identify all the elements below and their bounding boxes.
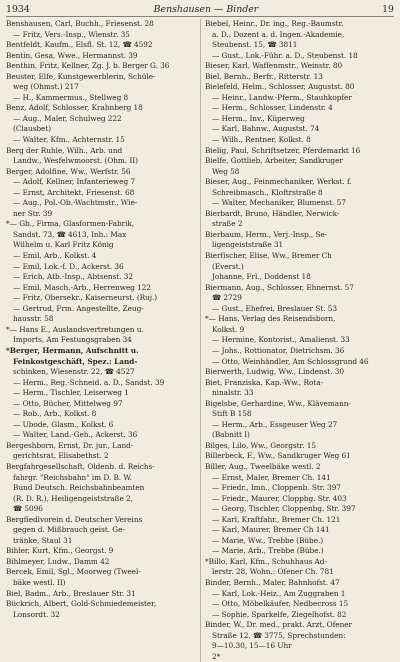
directory-entry-line: — Karl, Bahnw., Augustst. 74 — [212, 124, 320, 134]
directory-entry-line: — Georg, Tischler, Cloppenbg. Str. 397 — [212, 504, 356, 514]
directory-entry-line: — Friedr., Maurer, Cloppbg. Str. 403 — [212, 493, 347, 503]
directory-entry-line: Bieser, Aug., Feinmechaniker, Werkst. f. — [205, 177, 352, 187]
directory-entry-line: — Adolf, Kellner, Infanterieweg 7 — [13, 177, 136, 187]
directory-entry-line: — Gertrud, Frm. Angestellte, Zeug- — [13, 303, 144, 313]
directory-entry-line: *— Hans E., Auslandsvertretungen u. — [6, 324, 144, 334]
directory-entry-line: Feinkostgeschäft, Spez.: Land- — [13, 356, 138, 366]
directory-entry-line: — Karl, Maurer, Bremer Ch 141 — [212, 525, 330, 535]
directory-entry-line: Bieser, Karl, Waffenmstr., Weinstr. 80 — [205, 61, 343, 71]
directory-entry-line: Sandst. 73, ☎ 4613, Inh.: Max — [13, 229, 127, 239]
column-divider — [200, 19, 201, 662]
directory-entry-line: — Rob., Arb., Kolkst. 8 — [13, 409, 97, 419]
directory-entry-line: Bückrich, Albert, Gold-Schmiedemeister, — [6, 599, 157, 609]
directory-entry-line: — Otto, Weinhändler, Am Schlossgrund 46 — [212, 356, 369, 366]
directory-entry-line: Bierfischer, Elise, Ww., Bremer Ch — [205, 251, 332, 261]
directory-entry-line: Berg der Ruhle, Wilh., Arb. und — [6, 145, 123, 155]
directory-entry-line: Binder, Bernh., Maler, Bahnhofst. 47 — [205, 577, 340, 587]
directory-entry-line: ninalstr. 33 — [212, 388, 254, 398]
directory-entry-line: — Herm., Reg.-Schneid. a. D., Sandst. 39 — [13, 377, 165, 387]
directory-entry-line: Bielig, Paul, Schriftsetzer, Pferdemarkt 16 — [205, 145, 361, 155]
directory-entry-line: Benthin, Fritz, Kellner, Zg. J. b. Berger G. 36 — [6, 61, 170, 71]
directory-entry-line: — Otto, Möbelkäufer, Nedbecross 15 — [212, 599, 349, 609]
left-column — [6, 19, 195, 662]
directory-entry-line: (Clausbet) — [13, 124, 52, 134]
directory-entry-line: ☎ 5096 — [13, 504, 43, 514]
directory-entry-line: — Ernst, Architekt, Friesenst. 68 — [13, 187, 135, 197]
directory-entry-line: *— Gb., Firma, Glasformen-Fabrik, — [6, 219, 135, 229]
directory-entry-line: *— Hans, Verlag des Reisendsborn, — [205, 314, 336, 324]
directory-entry-line: Bihlmeyer, Ludw., Damm 42 — [6, 556, 110, 566]
directory-entry-line: Bercek, Emil, Sgl., Moorweg (Tweel- — [6, 567, 141, 577]
directory-entry-line: — Marie, Ww., Trebbe (Bübe.) — [212, 535, 324, 545]
directory-entry-line: Bielefeld, Helm., Schlosser, Augustst. 80 — [205, 82, 355, 92]
directory-entry-line: Biebel, Heinr., Dr. ing., Reg.-Baumstr. — [205, 19, 344, 28]
directory-entry-line: — Aug., Maler, Schulweg 222 — [13, 113, 122, 123]
directory-entry-line: Imports, Am Festungsgraben 34 — [13, 335, 132, 345]
directory-entry-line: — Ubode, Glasm., Kolkst. 6 — [13, 419, 114, 429]
right-page-number: 19 — [382, 4, 394, 15]
directory-entry-line: Billerbeck, F., Ww., Sandkruger Weg 61 — [205, 451, 351, 461]
right-column — [205, 19, 394, 662]
directory-entry-line: (Babnitt I) — [212, 430, 250, 440]
directory-entry-line: gegen d. Mißbrauch geist. Ge- — [13, 525, 125, 535]
directory-entry-line: — Emil, Lok.-f. D., Ackerst. 36 — [13, 261, 124, 271]
directory-entry-line: ligengeiststraße 31 — [212, 240, 284, 250]
directory-entry-line: (Everst.) — [212, 261, 244, 271]
directory-entry-line: — Emil, Masch.-Arb., Herrenweg 122 — [13, 282, 152, 292]
directory-entry-line: lerstr. 28, Wohn.: Ofener Ch. 781 — [212, 567, 334, 577]
directory-entry-line: — Ernst, Maler, Bremer Ch. 141 — [212, 472, 331, 482]
directory-entry-line: gerichtsrat, Elisabethst. 2 — [13, 451, 109, 461]
page-header — [6, 4, 394, 17]
directory-entry-line: — Fritz, Obersekr., Kaiserneurst. (Ruj.) — [13, 293, 158, 303]
directory-entry-line: Bierwerth, Ludwig, Ww., Lindenst. 30 — [205, 367, 345, 377]
directory-entry-line: — Herm., Inv., Küperweg — [212, 113, 305, 123]
directory-entry-line: Biel, Bernh., Berfr., Ritterstr. 13 — [205, 71, 323, 81]
directory-entry-line: — Wilh., Rentner, Kolkst. 8 — [212, 135, 311, 145]
directory-entry-line: Steubenst. 15, ☎ 3811 — [212, 40, 298, 50]
directory-entry-line: fahrgr. "Reichsbahn" im D. B. W. — [13, 472, 132, 482]
directory-entry-line: Weg 58 — [212, 166, 240, 176]
directory-entry-line: Biermann, Aug., Schlosser, Ehnernst. 57 — [205, 282, 354, 292]
directory-entry-line: — Johs., Rottionator, Dietrichsm. 36 — [212, 345, 345, 355]
directory-entry-line: — Gust., Ehefrei, Breslauer St. 53 — [212, 303, 337, 313]
directory-entry-line: Biel, Badm., Arb., Breslauer Str. 31 — [6, 588, 136, 598]
directory-entry-line: a. D., Dozent a. d. Ingen.-Akademie, — [212, 29, 345, 39]
directory-entry-line: — Sophie, Sparkelfe, Ziegelhofst. 82 — [212, 609, 347, 619]
directory-entry-line: Kolkst. 9 — [212, 324, 245, 334]
directory-entry-line: — Walter, Kfm., Achternstr. 15 — [13, 135, 125, 145]
directory-entry-line: Lonsordt. 32 — [13, 609, 60, 619]
directory-entry-line: Landw., Wesfelwmoorst. (Ohm. II) — [13, 156, 138, 166]
directory-entry-line: tränke, Staul 31 — [13, 535, 73, 545]
directory-entry-line: Johanne, Frl., Doddenst 18 — [212, 272, 311, 282]
directory-entry-line: — Erich, Atb.-Insp., Abtsenst. 32 — [13, 272, 134, 282]
directory-entry-line: (R. D. R.), Heiligengeiststraße 2, — [13, 493, 133, 503]
directory-entry-line: Bigelsbe, Gerhardine, Ww., Klävemann- — [205, 398, 351, 408]
directory-entry-line: — Herm., Arb., Essgeuser Weg 27 — [212, 419, 338, 429]
directory-entry-line: — Hermine, Kontorist., Amalienst. 33 — [212, 335, 350, 345]
directory-entry-line: Bihler, Kurt, Kfm., Georgst. 9 — [6, 546, 114, 556]
directory-entry-line: Bilges, Lilo, Ww., Georgstr. 15 — [205, 440, 316, 450]
directory-entry-line: — Emil, Arb., Kolkst. 4 — [13, 251, 97, 261]
directory-columns — [6, 19, 394, 662]
directory-entry-line: — Walter, Mechaniker, Blumenst. 57 — [212, 198, 346, 208]
directory-entry-line: Bielfe, Gottlieb, Arbeiter, Sandkruger — [205, 156, 343, 166]
directory-entry-line: *Berger, Hermann, Aufschnitt u. — [6, 345, 139, 355]
directory-entry-line: — Karl, Lok.-Heiz., Am Zuggraben 1 — [212, 588, 346, 598]
directory-entry-line: straße 2 — [212, 219, 243, 229]
directory-entry-line: Bund Deutsch. Reichsbahnbeamten — [13, 483, 145, 493]
directory-entry-line: Schreibmasch., Kloftrstraße 8 — [212, 187, 323, 197]
directory-entry-line: — Marie, Arb., Trebbe (Bübe.) — [212, 546, 324, 556]
directory-entry-line: Benshausen, Carl, Buchh., Friesenst. 28 — [6, 19, 154, 28]
directory-entry-line: *Billo, Karl, Kfm., Schuhhaus Ad- — [205, 556, 327, 566]
directory-entry-line: schinken, Wiesenstr. 22, ☎ 4527 — [13, 367, 135, 377]
directory-entry-line: Bierbaum, Herm., Verj.-Insp., Se- — [205, 229, 328, 239]
directory-entry-line: Bentin, Gesa, Wwe., Hermannst. 39 — [6, 50, 138, 60]
directory-entry-line: — Otto, Bücher, Mittelweg 97 — [13, 398, 123, 408]
directory-entry-line: Biller, Aug., Tweelbäke westl. 2 — [205, 461, 321, 471]
directory-entry-line: 2* — [212, 651, 221, 661]
directory-entry-line: — H., Kammermus., Stellweg 8 — [13, 92, 129, 102]
directory-entry-line: hausstr. 58 — [13, 314, 54, 324]
directory-entry-line: ☎ 2729 — [212, 293, 242, 303]
directory-entry-line: — Herm., Tischler, Leiserweg 1 — [13, 388, 129, 398]
directory-entry-line: — Karl, Kraftfahr., Bremer Ch. 121 — [212, 514, 341, 524]
directory-entry-line: Bentfeldt, Kaufm., Elsfl. St. 12, ☎ 4592 — [6, 40, 153, 50]
directory-entry-line: — Friedr., Imn., Cloppenb. Str. 397 — [212, 483, 341, 493]
directory-entry-line: Biet, Franziska, Kap.-Ww., Rota- — [205, 377, 324, 387]
directory-entry-line: 9—10.30, 15—16 Uhr — [212, 641, 292, 651]
directory-entry-line: — Walter, Land.-Geh., Ackerst. 36 — [13, 430, 138, 440]
left-page-number: 1934 — [6, 4, 30, 15]
directory-entry-line: Stift B 158 — [212, 409, 252, 419]
directory-entry-line: Bergeshborn, Ernst, Dr. jur., Land- — [6, 440, 134, 450]
directory-entry-line: Bergfahrgesellschaft, Oldenb. d. Reichs- — [6, 461, 155, 471]
directory-entry-line: Wilhelm u. Karl Fritz König — [13, 240, 114, 250]
directory-entry-line: bäke westl. II) — [13, 577, 66, 587]
directory-entry-line: ner Str. 39 — [13, 208, 53, 218]
running-title: Benshausen — Binder — [153, 4, 259, 15]
directory-entry-line: — Herm., Schlosser, Lindenstr. 4 — [212, 103, 333, 113]
directory-entry-line: Benz, Adolf, Schlosser, Krahnberg 18 — [6, 103, 143, 113]
directory-entry-line: — Aug., Pol.-Ob.-Wachtmstr., Wie- — [13, 198, 138, 208]
directory-entry-line: — Gust., Lok.-Führ. a. D., Steubenst. 18 — [212, 50, 358, 60]
directory-entry-line: Straße 12, ☎ 3775, Sprechstunden: — [212, 630, 346, 640]
directory-entry-line: Berger, Adolfine, Ww., Werfstr. 56 — [6, 166, 131, 176]
directory-entry-line: weg (Ohmst.) 217 — [13, 82, 79, 92]
directory-entry-line: Bergfiedlvorein d. Deutscher Vereins — [6, 514, 143, 524]
directory-entry-line: Binder, W., Dr. med., prakt. Arzt, Ofener — [205, 620, 353, 630]
directory-entry-line: — Heinr., Landw.-Pferm., Stauhkopfer — [212, 92, 352, 102]
directory-entry-line: Bierbardt, Bruno, Händler, Nerwick- — [205, 208, 340, 218]
directory-entry-line: Beuster, Elfe, Kunstgewerblerin, Schüle- — [6, 71, 156, 81]
directory-entry-line: — Fritz, Vers.-Insp., Wienstr. 35 — [13, 29, 130, 39]
